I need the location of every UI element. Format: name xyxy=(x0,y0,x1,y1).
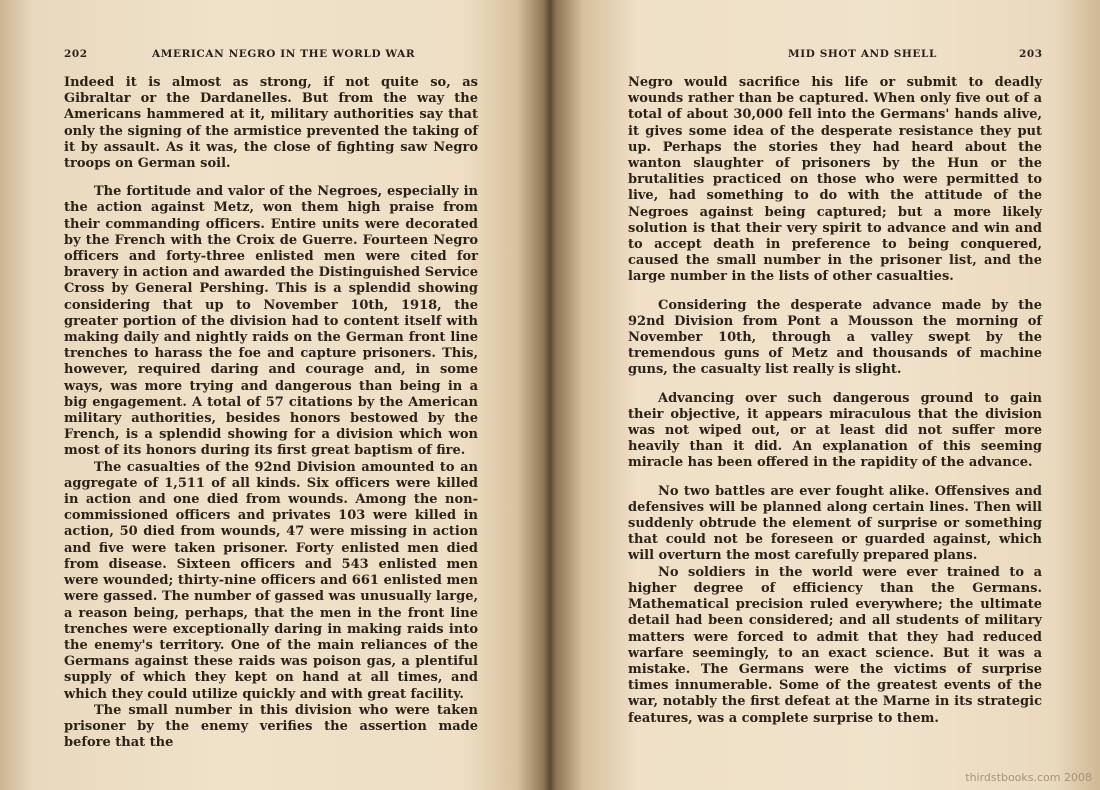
paragraph: No two battles are ever fought alike. Offensives and defensives will be planned along certain lines. Then will suddenly obtrude the element of surprise or something that could not be foreseen or guarded against, which will overturn the most carefully prepared plans. xyxy=(628,483,1042,564)
left-page-number: 202 xyxy=(64,48,88,60)
paragraph: The fortitude and valor of the Negroes, especially in the action against Metz, won them high praise from their commanding officers. Entire units were decorated by the French with the Croix de Guerre. Fourteen Negro officers and forty-three enlisted men were cited for bravery in action and awarded the Distinguished Service Cross by General Pershing. This is a splendid showing considering that up to November 10th, 1918, the greater portion of the division had to content itself with making daily and nightly raids on the German front line trenches to harass the foe and capture prisoners. This, however, required daring and courage and, in some ways, was more trying and dangerous than being in a big engagement. A total of 57 citations by the American military authorities, besides honors bestowed by the French, is a splendid showing for a division which won most of its honors during its first great baptism of fire. xyxy=(64,184,478,459)
left-page-body xyxy=(64,75,478,751)
watermark: thirdstbooks.com 2008 xyxy=(965,771,1092,784)
paragraph: Advancing over such dangerous ground to gain their objective, it appears miraculous that the division was not wiped out, or at least did not suffer more heavily than it did. An explanation of this seeming miracle has been offered in the rapidity of the advance. xyxy=(628,390,1042,471)
right-page-body xyxy=(628,75,1042,727)
paragraph: Indeed it is almost as strong, if not quite so, as Gibraltar or the Dardanelles. But from the way the Americans hammered at it, military authorities say that only the signing of the armistice prevented the taking of it by assault. As it was, the close of fighting saw Negro troops on German soil. xyxy=(64,75,478,172)
paragraph: Considering the desperate advance made by the 92nd Division from Pont a Mousson the morning of November 10th, through a valley swept by the tremendous guns of Metz and thousands of machine guns, the casualty list really is slight. xyxy=(628,297,1042,378)
right-page-number: 203 xyxy=(1019,48,1043,60)
right-running-head: MID SHOT AND SHELL xyxy=(788,48,937,60)
paragraph: The small number in this division who were taken prisoner by the enemy verifies the assertion made before that the xyxy=(64,702,478,751)
right-page xyxy=(550,0,1100,790)
paragraph: The casualties of the 92nd Division amounted to an aggregate of 1,511 of all kinds. Six officers were killed in action and one died from wounds. Among the non-commissioned officers and privates 103 were killed in action, 50 died from wounds, 47 were missing in action and five were taken prisoner. Forty enlisted men died from disease. Sixteen officers and 543 enlisted men were wounded; thirty-nine officers and 661 enlisted men were gassed. The number of gassed was unusually large, a reason being, perhaps, that the men in the front line trenches were exceptionally daring in making raids into the enemy's territory. One of the main reliances of the Germans against these raids was poison gas, a plentiful supply of which they kept on hand at all times, and which they could utilize quickly and with great facility. xyxy=(64,459,478,702)
paragraph: Negro would sacrifice his life or submit to deadly wounds rather than be captured. When only five out of a total of about 30,000 fell into the Germans' hands alive, it gives some idea of the desperate resistance they put up. Perhaps the stories they had heard about the wanton slaughter of prisoners by the Hun or the brutalities practiced on those who were permitted to live, had something to do with the attitude of the Negroes against being captured; but a more likely solution is that their very spirit to advance and win and to accept death in preference to being conquered, caused the small number in the prisoner list, and the large number in the lists of other casualties. xyxy=(628,75,1042,285)
paragraph: No soldiers in the world were ever trained to a higher degree of efficiency than the Germans. Mathematical precision ruled everywhere; the ultimate detail had been considered; and all students of military matters were forced to admit that they had reduced warfare seemingly, to an exact science. But it was a mistake. The Germans were the victims of surprise times innumerable. Some of the greatest events of the war, notably the first defeat at the Marne in its strategic features, was a complete surprise to them. xyxy=(628,564,1042,726)
left-running-head: AMERICAN NEGRO IN THE WORLD WAR xyxy=(152,48,416,60)
